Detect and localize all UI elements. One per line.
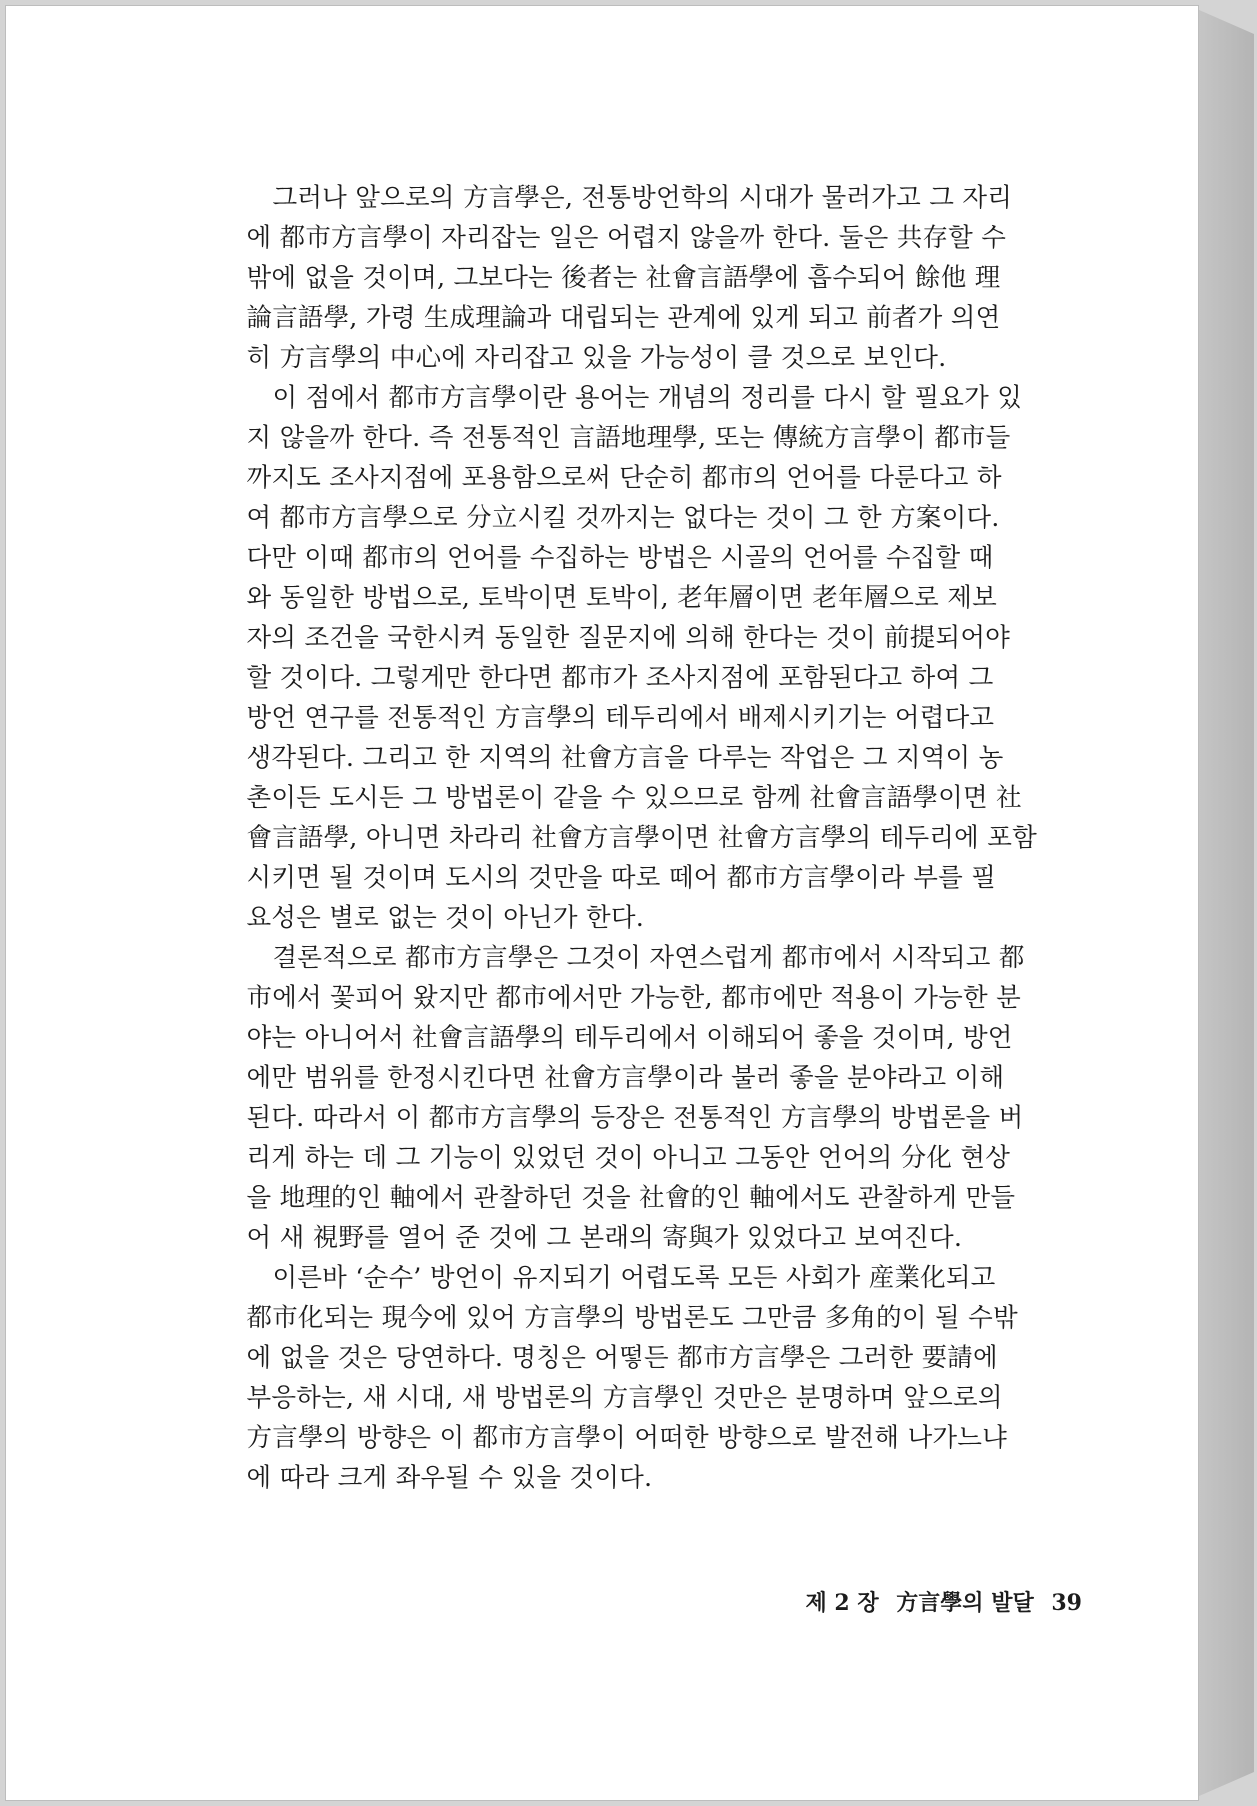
- text-line: 촌이든 도시든 그 방법론이 같을 수 있으므로 함께 社會言語學이면 社: [246, 783, 1022, 813]
- text-line: 리게 하는 데 그 기능이 있었던 것이 아니고 그동안 언어의 分化 현상: [246, 1143, 1011, 1173]
- paragraph-1: [221, 178, 1081, 378]
- text-line: 할 것이다. 그렇게만 한다면 都市가 조사지점에 포함된다고 하여 그: [246, 663, 994, 693]
- text-line: 야는 아니어서 社會言語學의 테두리에서 이해되어 좋을 것이며, 방언: [246, 1023, 1013, 1053]
- text-line: 이 점에서 都市方言學이란 용어는 개념의 정리를 다시 할 필요가 있: [272, 383, 1023, 413]
- text-line: 다만 이때 都市의 언어를 수집하는 방법은 시골의 언어를 수집할 때: [246, 543, 994, 573]
- paragraph-4: [221, 1258, 1081, 1498]
- text-line: 결론적으로 都市方言學은 그것이 자연스럽게 都市에서 시작되고 都: [272, 943, 1025, 973]
- text-line: 시키면 될 것이며 도시의 것만을 따로 떼어 都市方言學이라 부를 필: [246, 863, 997, 893]
- text-line: 지 않을까 한다. 즉 전통적인 言語地理學, 또는 傳統方言學이 都市들: [246, 423, 1011, 453]
- page-number: 39: [1051, 1590, 1082, 1616]
- text-line: 된다. 따라서 이 都市方言學의 등장은 전통적인 方言學의 방법론을 버: [246, 1103, 1024, 1133]
- body-text: [221, 178, 1081, 1498]
- text-line: 생각된다. 그리고 한 지역의 社會方言을 다루는 작업은 그 지역이 농: [246, 743, 1004, 773]
- text-line: 에 都市方言學이 자리잡는 일은 어렵지 않을까 한다. 둘은 共存할 수: [246, 223, 1007, 253]
- text-line: 히 方言學의 中心에 자리잡고 있을 가능성이 클 것으로 보인다.: [246, 343, 947, 373]
- text-line: 까지도 조사지점에 포용함으로써 단순히 都市의 언어를 다룬다고 하: [246, 463, 1002, 493]
- text-line: 方言學의 방향은 이 都市方言學이 어떠한 방향으로 발전해 나가느냐: [246, 1423, 1007, 1453]
- paragraph-2: [221, 378, 1081, 938]
- text-line: 에만 범위를 한정시킨다면 社會方言學이라 불러 좋을 분야라고 이해: [246, 1063, 1005, 1093]
- page-stack-edge: [1190, 6, 1254, 1800]
- paragraph-3: [221, 938, 1081, 1258]
- text-line: 요성은 별로 없는 것이 아닌가 한다.: [246, 903, 644, 933]
- text-line: 어 새 視野를 열어 준 것에 그 본래의 寄與가 있었다고 보여진다.: [246, 1223, 963, 1253]
- book-page: [6, 6, 1198, 1800]
- chapter-title: 方言學의 발달: [896, 1590, 1034, 1616]
- text-line: 論言語學, 가령 生成理論과 대립되는 관계에 있게 되고 前者가 의연: [246, 303, 1001, 333]
- text-line: 都市化되는 現今에 있어 方言學의 방법론도 그만큼 多角的이 될 수밖: [246, 1303, 1018, 1333]
- text-line: 밖에 없을 것이며, 그보다는 後者는 社會言語學에 흡수되어 餘他 理: [246, 263, 1001, 293]
- text-line: 에 따라 크게 좌우될 수 있을 것이다.: [246, 1463, 653, 1493]
- text-line: 와 동일한 방법으로, 토박이면 토박이, 老年層이면 老年層으로 제보: [246, 583, 997, 613]
- text-line: 자의 조건을 국한시켜 동일한 질문지에 의해 한다는 것이 前提되어야: [246, 623, 1011, 653]
- chapter-label: 제 2 장: [805, 1590, 879, 1616]
- text-line: 市에서 꽃피어 왔지만 都市에서만 가능한, 都市에만 적용이 가능한 분: [246, 983, 1021, 1013]
- text-line: 방언 연구를 전통적인 方言學의 테두리에서 배제시키기는 어렵다고: [246, 703, 995, 733]
- text-line: 을 地理的인 軸에서 관찰하던 것을 社會的인 軸에서도 관찰하게 만들: [246, 1183, 1016, 1213]
- running-footer: [752, 1586, 1082, 1617]
- text-line: 그러나 앞으로의 方言學은, 전통방언학의 시대가 물러가고 그 자리: [272, 183, 1013, 213]
- text-line: 여 都市方言學으로 分立시킬 것까지는 없다는 것이 그 한 方案이다.: [246, 503, 1000, 533]
- text-line: 부응하는, 새 시대, 새 방법론의 方言學인 것만은 분명하며 앞으로의: [246, 1383, 1003, 1413]
- text-line: 에 없을 것은 당연하다. 명칭은 어떻든 都市方言學은 그러한 要請에: [246, 1343, 998, 1373]
- text-line: 이른바 ‘순수’ 방언이 유지되기 어렵도록 모든 사회가 産業化되고: [272, 1263, 996, 1293]
- text-line: 會言語學, 아니면 차라리 社會方言學이면 社會方言學의 테두리에 포함: [246, 823, 1037, 853]
